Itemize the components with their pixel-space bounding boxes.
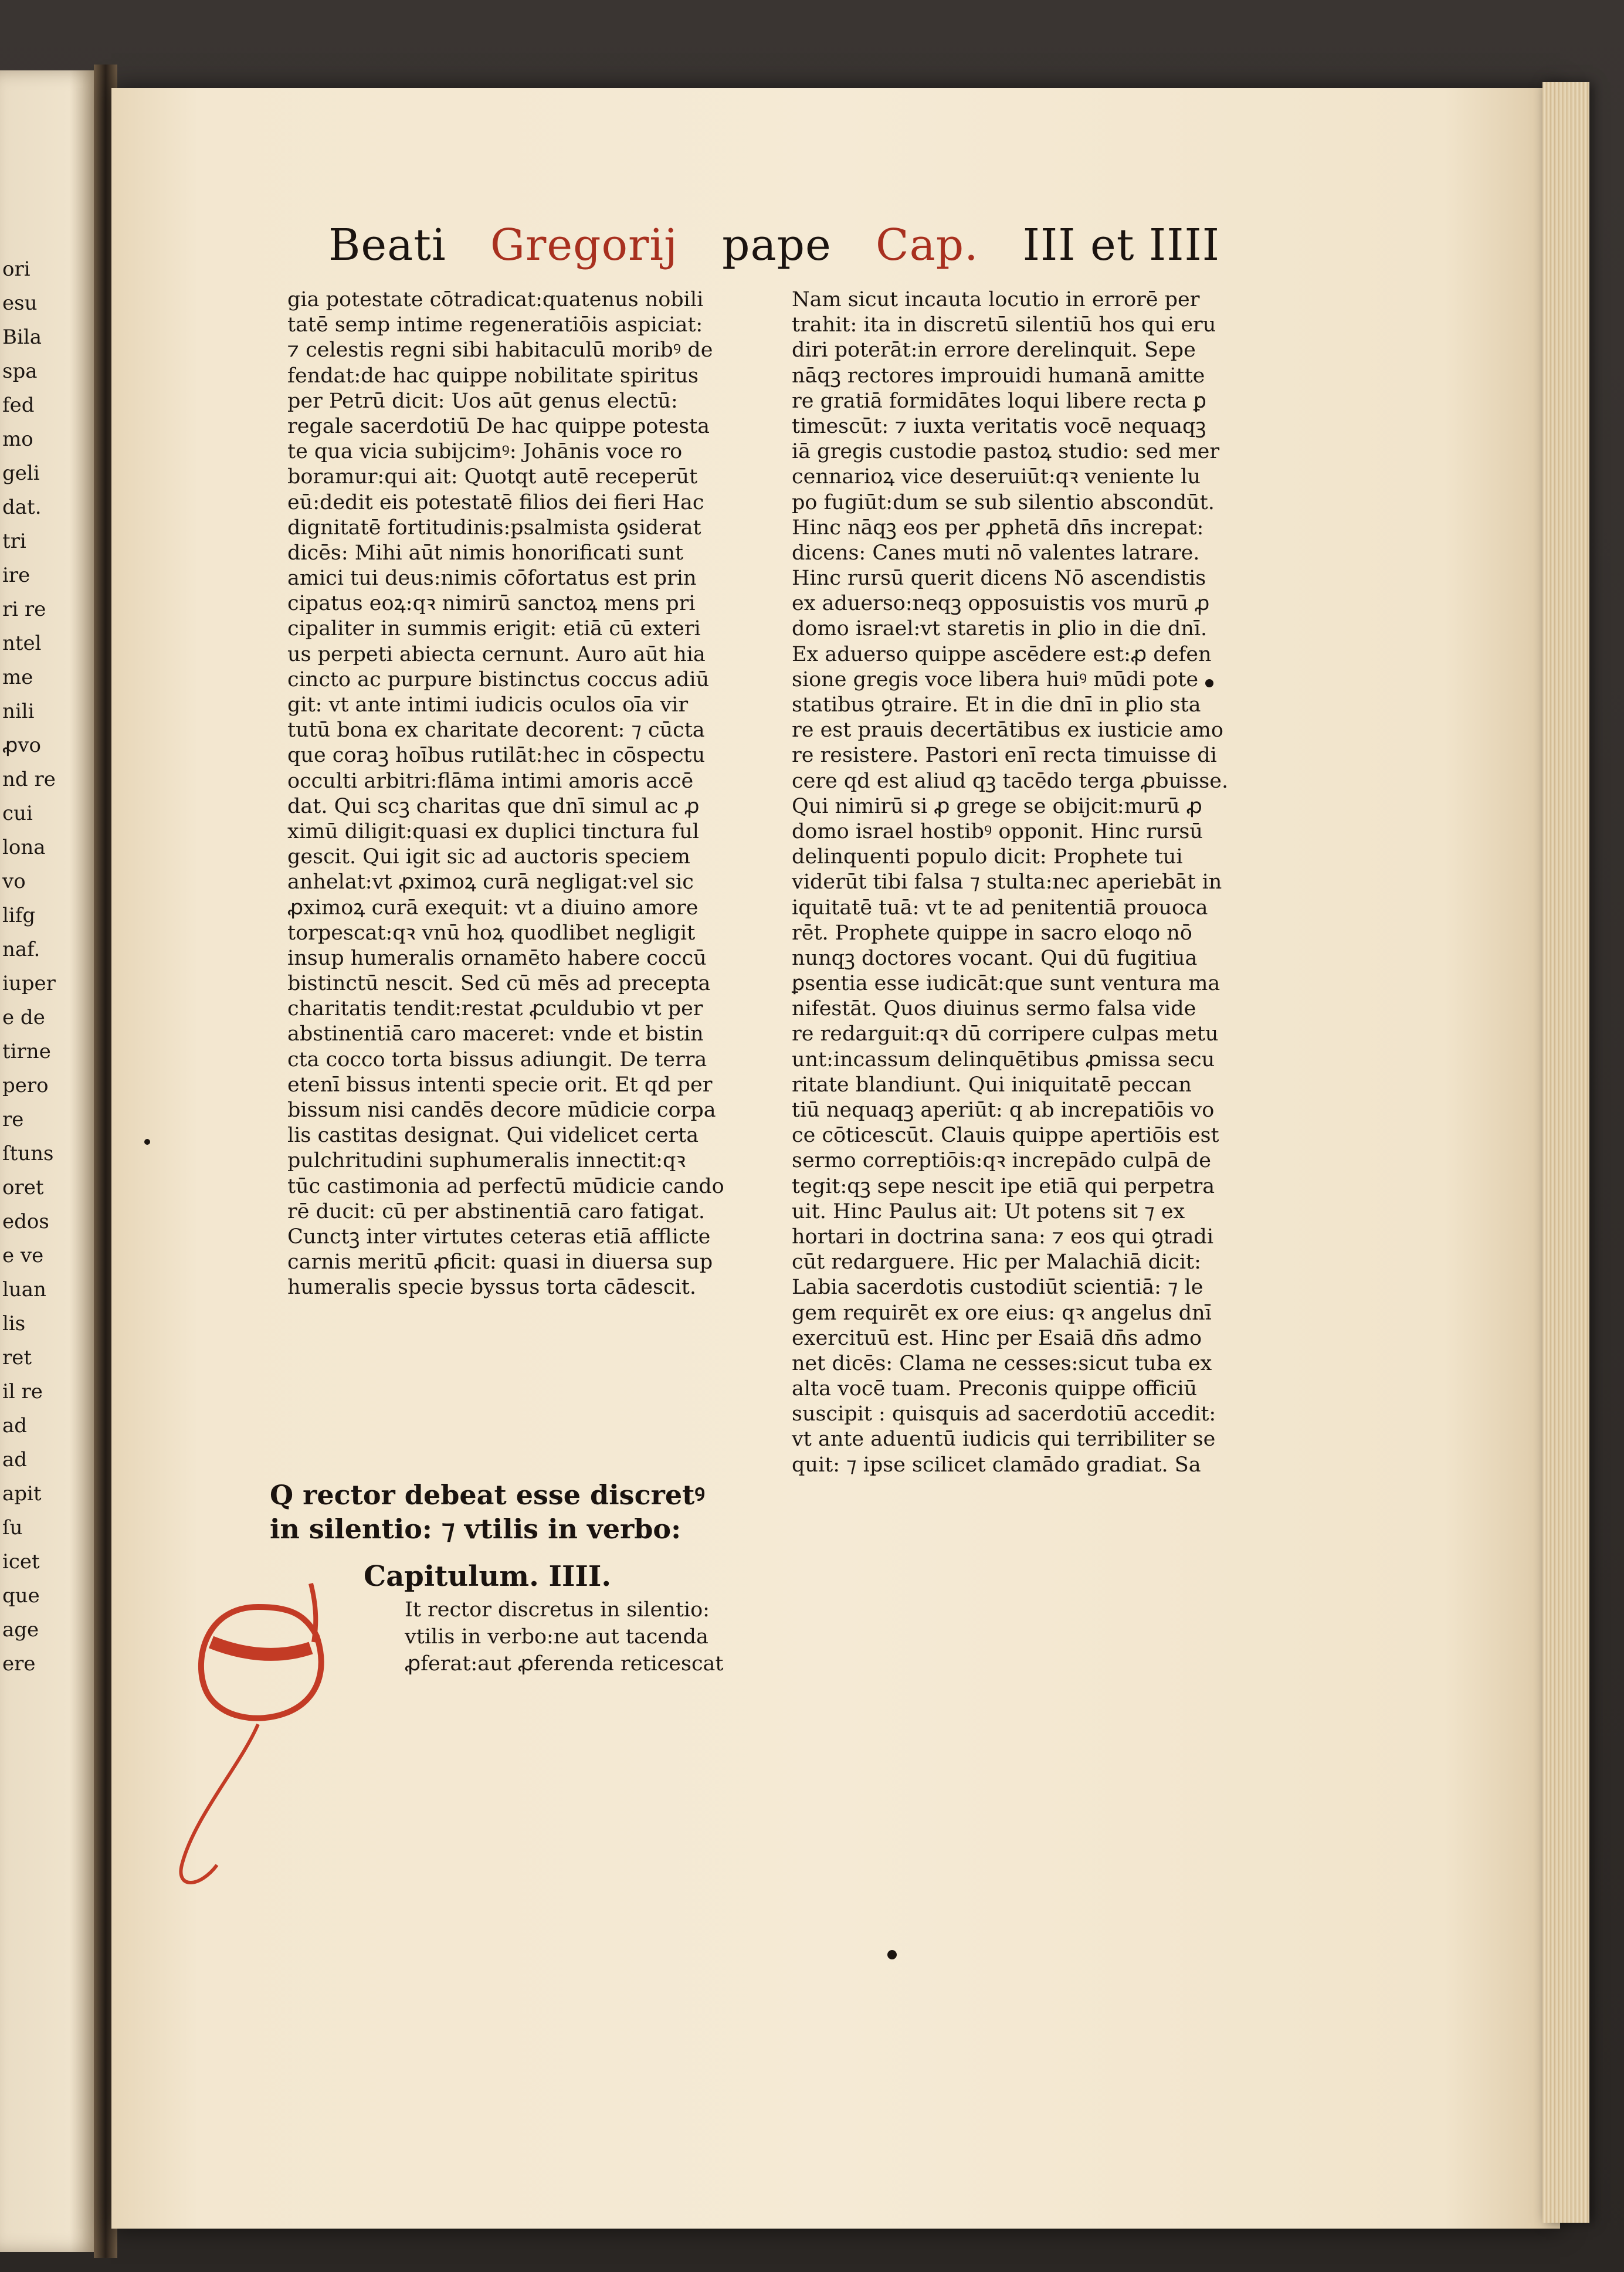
right-column-line: gem requirēt ex ore eius: qꝛ angelus dnī xyxy=(792,1301,1212,1325)
previous-page-fragment: cui xyxy=(2,802,33,825)
page-edges xyxy=(1542,82,1589,2223)
right-column-line: suscipit : quisquis ad sacerdotiū accedit: xyxy=(792,1402,1216,1426)
right-column-line: hortari in doctrina sana: ⁊ eos qui ꝯtradi xyxy=(792,1225,1214,1249)
chapter-opening-line-3: ꝓferat:aut ꝓferenda reticescat xyxy=(405,1652,724,1676)
left-column-line: lis castitas designat. Qui videlicet certa xyxy=(287,1124,699,1148)
left-column-line: etenī bissus intenti specie orit. Et qd per xyxy=(287,1073,713,1097)
previous-page-fragment: apit xyxy=(2,1482,42,1505)
previous-page-fragment: lona xyxy=(2,836,46,859)
right-column-line: delinquenti populo dicit: Prophete tui xyxy=(792,845,1183,869)
right-column-line: statibus ꝯtraire. Et in die dnī in ꝑlio sta xyxy=(792,693,1201,717)
running-head xyxy=(328,220,1220,284)
right-column-line: re resistere. Pastori enī recta timuisse di xyxy=(792,744,1217,768)
right-column-line: Hinc rursū querit dicens Nō ascendistis xyxy=(792,567,1206,591)
right-column-line: ꝑsentia esse iudicāt:que sunt ventura ma xyxy=(792,972,1220,996)
previous-page-fragment: que xyxy=(2,1584,40,1608)
left-column-line: cipaliter in summis erigit: etiā cū exteri xyxy=(287,617,701,641)
left-column-line: gescit. Qui igit sic ad auctoris speciem xyxy=(287,845,690,869)
previous-page-fragment: ere xyxy=(2,1652,36,1676)
right-column-line: exercituū est. Hinc per Esaiā dn̄s admo xyxy=(792,1326,1202,1350)
left-column-line: cipatus eoꝝ:qꝛ nimirū sanctoꝝ mens pri xyxy=(287,592,696,616)
right-column-line: Nam sicut incauta locutio in errorē per xyxy=(792,288,1200,311)
previous-page-fragment: fed xyxy=(2,394,35,417)
right-column-line: nāqꝫ rectores improuidi humanā amitte xyxy=(792,364,1205,388)
right-column-line: iquitatē tuā: vt te ad penitentiā prouoca xyxy=(792,896,1208,920)
right-column-line: Ex aduerso quippe ascēdere est:ꝓ defen xyxy=(792,642,1212,666)
previous-page-fragment: Bila xyxy=(2,325,42,349)
right-column-line: iā gregis custodie pastoꝝ studio: sed mer xyxy=(792,440,1220,464)
left-column-line: boramur:qui ait: Quotqt autē receperūt xyxy=(287,465,698,489)
previous-page-fragment: nili xyxy=(2,700,35,723)
right-column-line: sione gregis voce libera huiꝰ mūdi pote xyxy=(792,667,1199,691)
right-column-line: quit: ⁊ ipse scilicet clamādo gradiat. Sa xyxy=(792,1453,1201,1477)
left-column-line: amici tui deus:nimis cōfortatus est prin xyxy=(287,567,697,591)
running-head-chapter-numbers: III et IIII xyxy=(1022,220,1220,270)
previous-page-fragment: tri xyxy=(2,530,26,553)
chapter-title: Capitulum. IIII. xyxy=(364,1560,612,1593)
left-column-line: Cunctꝫ inter virtutes ceteras etiā afflicte xyxy=(287,1225,711,1249)
right-column-line: nunqꝫ doctores vocant. Qui dū fugitiua xyxy=(792,946,1198,970)
right-column-line: dicens: Canes muti nō valentes latrare. xyxy=(792,541,1200,565)
previous-page-fragment: spa xyxy=(2,360,38,383)
previous-page-fragment: pero xyxy=(2,1074,49,1097)
previous-page-fragment: dat. xyxy=(2,496,42,519)
left-column-line: git: vt ante intimi iudicis oculos oīa vir xyxy=(287,693,689,717)
left-column-line: us perpeti abiecta cernunt. Auro aūt hia xyxy=(287,642,706,666)
text-column-left xyxy=(287,287,757,1301)
right-column-line: domo israel:vt staretis in ꝑlio in die dnī. xyxy=(792,617,1208,641)
chapter-heading-line-1: Q rector debeat esse discretꝰ xyxy=(270,1479,705,1511)
left-column-line: humeralis specie byssus torta cādescit. xyxy=(287,1276,696,1300)
previous-page-fragment: naf. xyxy=(2,938,40,961)
previous-page-fragment: edos xyxy=(2,1210,49,1233)
right-column-line: tiū nequaqꝫ aperiūt: q ab increpatiōis vo xyxy=(792,1098,1215,1122)
chapter-heading-line-2: in silentio: ⁊ vtilis in verbo: xyxy=(270,1513,682,1545)
right-column-line: cūt redarguere. Hic per Malachiā dicit: xyxy=(792,1250,1201,1274)
left-column-line: gia potestate cōtradicat:quatenus nobili xyxy=(287,288,704,311)
right-column-line: viderūt tibi falsa ⁊ stulta:nec aperiebāt in xyxy=(792,870,1222,894)
left-column-line: que coraꝫ hoībus rutilāt:hec in cōspectu xyxy=(287,744,706,768)
left-column-line: bistinctū nescit. Sed cū mēs ad precepta xyxy=(287,972,711,996)
previous-page-fragment: lis xyxy=(2,1312,26,1335)
left-column-line: ꝓximoꝝ curā exequit: vt a diuino amore xyxy=(287,896,699,920)
running-head-word-1: Beati xyxy=(328,220,446,270)
previous-page-fragment: lifg xyxy=(2,904,36,927)
left-column-line: dignitatē fortitudinis:psalmista ꝯsiderat xyxy=(287,516,701,540)
previous-page-fragment: ntel xyxy=(2,632,42,655)
running-head-word-2: Gregorij xyxy=(490,220,679,270)
previous-page-fragment: ꝓvo xyxy=(2,734,42,757)
previous-page-fragment: re xyxy=(2,1108,24,1131)
previous-page-fragment: e ve xyxy=(2,1244,44,1267)
running-head-word-4: Cap. xyxy=(875,220,979,270)
left-column-line: per Petrū dicit: Uos aūt genus electū: xyxy=(287,389,678,413)
left-column-line: insup humeralis ornamēto habere coccū xyxy=(287,946,707,970)
previous-page-fragment: tirne xyxy=(2,1040,51,1063)
previous-page-fragment: esu xyxy=(2,291,38,315)
left-column-line: fendat:de hac quippe nobilitate spiritus xyxy=(287,364,699,388)
left-column-line: cincto ac purpure bistinctus coccus adiū xyxy=(287,667,710,691)
left-column-line: carnis meritū ꝓficit: quasi in diuersa sup xyxy=(287,1250,713,1274)
left-column-line: ximū diligit:quasi ex duplici tinctura ful xyxy=(287,819,699,843)
previous-page-fragment: il re xyxy=(2,1380,43,1403)
previous-page-fragment: nd re xyxy=(2,768,56,791)
ink-dot xyxy=(144,1139,150,1145)
left-column-line: bissum nisi candēs decore mūdicie corpa xyxy=(287,1098,716,1122)
left-column-line: charitatis tendit:restat ꝓculdubio vt per xyxy=(287,997,703,1021)
left-column-line: te qua vicia subijcimꝰ: Johānis voce ro xyxy=(287,440,683,464)
previous-page-fragment: ret xyxy=(2,1346,32,1369)
right-column-line: re redarguit:qꝛ dū corripere culpas metu xyxy=(792,1022,1219,1046)
left-column-line: tatē semp intime regeneratiōis aspiciat: xyxy=(287,313,703,337)
previous-page-fragment: ad xyxy=(2,1414,28,1437)
right-column-line: Qui nimirū si ꝓ grege se obijcit:murū ꝓ xyxy=(792,794,1202,818)
left-column-line: anhelat:vt ꝓximoꝝ curā negligat:vel sic xyxy=(287,870,694,894)
text-column-right xyxy=(792,287,1273,1478)
previous-page-fragment: me xyxy=(2,666,33,689)
right-column-line: cennarioꝝ vice deseruiūt:qꝛ veniente lu xyxy=(792,465,1201,489)
previous-page-fragment: vo xyxy=(2,870,26,893)
previous-page-fragment: mo xyxy=(2,428,33,451)
left-column-line: tūc castimonia ad perfectū mūdicie cando xyxy=(287,1174,724,1198)
right-column-line: ce cōticescūt. Clauis quippe apertiōis est xyxy=(792,1124,1219,1148)
right-column-line: unt:incassum delinquētibus ꝓmissa secu xyxy=(792,1047,1215,1071)
right-column-line: uit. Hinc Paulus ait: Ut potens sit ⁊ ex xyxy=(792,1199,1185,1223)
previous-page-fragment: icet xyxy=(2,1550,40,1574)
chapter-opening-line-2: vtilis in verbo:ne aut tacenda xyxy=(405,1625,708,1649)
right-column-line: re gratiā formidātes loqui libere recta ꝑ xyxy=(792,389,1207,413)
left-column-line: cta cocco torta bissus adiungit. De terra xyxy=(287,1047,707,1071)
right-column-line: trahit: ita in discretū silentiū hos qui eru xyxy=(792,313,1216,337)
previous-page-fragment: ſu xyxy=(2,1516,23,1539)
previous-page-fragment: geli xyxy=(2,462,40,485)
left-column-line: regale sacerdotiū De hac quippe potesta xyxy=(287,414,710,438)
chapter-opening-text xyxy=(405,1596,724,1677)
previous-page-fragment: iuper xyxy=(2,972,56,995)
ink-dot xyxy=(887,1950,897,1959)
right-column-line: vt ante aduentū iudicis qui terribiliter se xyxy=(792,1427,1216,1452)
right-column-line: sermo correptiōis:qꝛ increpādo culpā de xyxy=(792,1149,1211,1173)
right-column-line: domo israel hostibꝰ opponit. Hinc rursū xyxy=(792,819,1203,843)
left-column-line: dat. Qui scꝫ charitas que dnī simul ac ꝓ xyxy=(287,794,700,818)
previous-page-fragment: oret xyxy=(2,1176,44,1199)
right-column-line: ex aduerso:neqꝫ opposuistis vos murū ꝓ xyxy=(792,592,1210,616)
right-column-line: timescūt: ⁊ iuxta veritatis vocē nequaqꝫ xyxy=(792,414,1206,438)
previous-page-fragment: luan xyxy=(2,1278,46,1301)
left-column-line: eū:dedit eis potestatē filios dei fieri Hac xyxy=(287,490,704,514)
left-column-line: pulchritudini suphumeralis innectit:qꝛ xyxy=(287,1149,686,1173)
chapter-heading xyxy=(270,1478,762,1546)
previous-page-fragment: ori xyxy=(2,257,30,281)
right-column-line: ritate blandiunt. Qui iniquitatē peccan xyxy=(792,1073,1192,1097)
previous-page-fragment: ire xyxy=(2,564,30,587)
right-column-line: re est prauis decertātibus ex iusticie amo xyxy=(792,718,1223,742)
right-column-line: Hinc nāqꝫ eos per ꝓphetā dn̄s increpat: xyxy=(792,516,1204,540)
right-column-line: tegit:qꝫ sepe nescit ipe etiā qui perpetra xyxy=(792,1174,1215,1198)
previous-page-fragment: ad xyxy=(2,1448,28,1471)
ink-dot xyxy=(1205,679,1213,687)
right-column-line: Labia sacerdotis custodiūt scientiā: ⁊ le xyxy=(792,1276,1203,1300)
right-column-line: net dicēs: Clama ne cesses:sicut tuba ex xyxy=(792,1351,1212,1375)
red-initial-q-icon xyxy=(170,1572,369,1900)
left-column-line: rē ducit: cū per abstinentiā caro fatigat. xyxy=(287,1199,706,1223)
previous-page-fragment: e de xyxy=(2,1006,45,1029)
previous-page-fragment: ri re xyxy=(2,598,46,621)
left-column-line: dicēs: Mihi aūt nimis honorificati sunt xyxy=(287,541,683,565)
right-column-line: alta vocē tuam. Preconis quippe officiū xyxy=(792,1377,1198,1401)
left-column-line: abstinentiā caro maceret: vnde et bistin xyxy=(287,1022,704,1046)
previous-page-fragment: age xyxy=(2,1618,39,1642)
left-column-line: occulti arbitri:flāma intimi amoris accē xyxy=(287,769,694,793)
left-column-line: tutū bona ex charitate decorent: ⁊ cūcta xyxy=(287,718,705,742)
left-column-line: ⁊ celestis regni sibi habitaculū moribꝰ de xyxy=(287,338,713,362)
left-column-line: torpescat:qꝛ vnū hoꝝ quodlibet negligit xyxy=(287,921,696,945)
right-column-line: nifestāt. Quos diuinus sermo falsa vide xyxy=(792,997,1196,1021)
chapter-opening-line-1: It rector discretus in silentio: xyxy=(405,1598,710,1622)
right-column-line: diri poterāt:in errore derelinquit. Sepe xyxy=(792,338,1196,362)
right-column-line: po fugiūt:dum se sub silentio abscondūt. xyxy=(792,490,1215,514)
previous-page-fragment: ſtuns xyxy=(2,1142,54,1165)
right-column-line: cere qd est aliud qꝫ tacēdo terga ꝓbuisse. xyxy=(792,769,1229,793)
right-column-line: rēt. Prophete quippe in sacro eloqo nō xyxy=(792,921,1192,945)
previous-page-edge xyxy=(0,70,100,2252)
running-head-word-3: pape xyxy=(722,220,832,270)
